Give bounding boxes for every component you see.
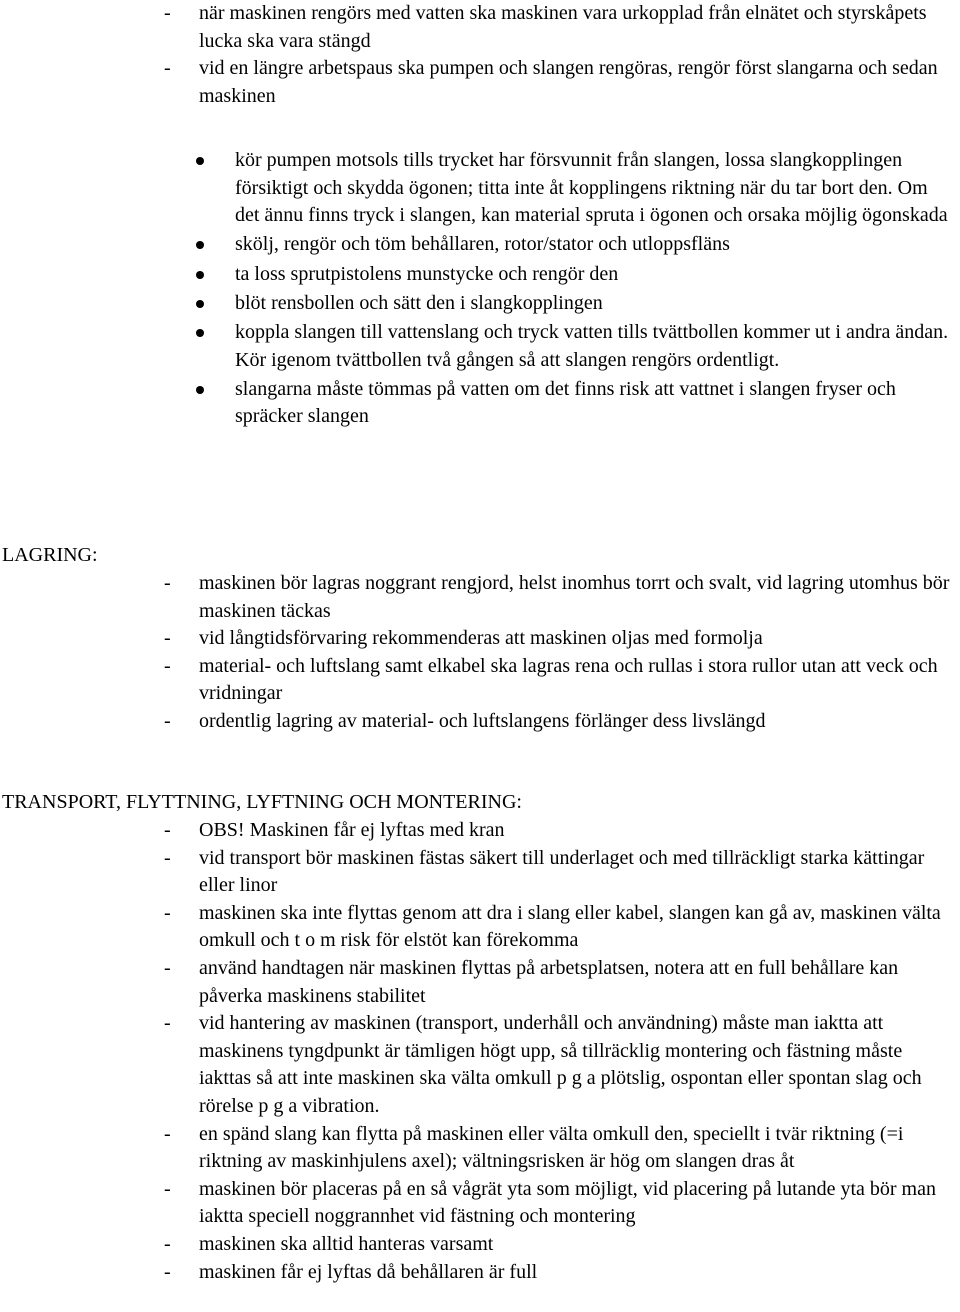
dash-marker: - <box>164 627 171 650</box>
list-item-text: blöt rensbollen och sätt den i slangkopplingen <box>235 291 603 314</box>
dash-marker: - <box>164 956 171 979</box>
bullet-icon <box>196 241 204 249</box>
list-item-text: maskinen ska alltid hanteras varsamt <box>199 1232 494 1255</box>
dash-marker: - <box>164 572 171 594</box>
list-item <box>0 1176 960 1231</box>
list-item <box>0 261 960 289</box>
list-item-text: vid en längre arbetspaus ska pumpen och slangen rengöras, rengör först slangarna och sedan maskinen <box>199 57 938 107</box>
list-item <box>0 570 960 625</box>
list-item-text: kör pumpen motsols tills trycket har försvunnit från slangen, lossa slangkopplingen försiktigt och skydda ögonen; titta inte åt kopplingens riktning när du tar bort den. Om det ännu finns tryck i slangen, kan material spruta i ögonen och orsaka möjlig ögonskada <box>235 149 948 227</box>
list-item <box>0 0 960 55</box>
list-item <box>0 376 960 431</box>
dash-marker: - <box>164 1232 171 1255</box>
list-item-text: vid hantering av maskinen (transport, underhåll och användning) måste man iaktta att maskinens tyngdpunkt är tämligen högt upp, så tillräcklig montering och fästning måste iakttas så att inte maskinen ska välta omkull p g a plötslig, ospontan eller spontan slag och rörelse p g a vibration. <box>199 1012 922 1117</box>
list-item <box>0 290 960 318</box>
list-item-text: använd handtagen när maskinen flyttas på arbetsplatsen, notera att en full behållare kan påverka maskinens stabilitet <box>199 956 899 1007</box>
dash-marker: - <box>164 709 171 732</box>
list-item-text: koppla slangen till vattenslang och tryck vatten tills tvättbollen kommer ut i andra ändan. Kör igenom tvättbollen två gången så att slangen rengörs ordentligt. <box>235 320 949 371</box>
list-item <box>0 147 960 230</box>
dash-marker: - <box>164 1012 171 1035</box>
bullet-icon <box>196 271 204 279</box>
storage-heading: LAGRING: <box>2 544 98 566</box>
list-item <box>0 708 960 736</box>
dash-marker: - <box>164 1177 171 1200</box>
list-item-text: ta loss sprutpistolens munstycke och rengör den <box>235 262 619 285</box>
list-item-text: när maskinen rengörs med vatten ska maskinen vara urkopplad från elnätet och styrskåpets lucka ska vara stängd <box>199 2 927 52</box>
list-item-text: skölj, rengör och töm behållaren, rotor/stator och utloppsfläns <box>235 233 730 256</box>
dash-marker: - <box>164 846 171 869</box>
list-item <box>0 1259 960 1287</box>
dash-marker: - <box>164 2 171 24</box>
list-item-text: vid långtidsförvaring rekommenderas att maskinen oljas med formolja <box>199 627 763 650</box>
intro-list <box>0 0 960 110</box>
dash-marker: - <box>164 654 171 677</box>
list-item-text: OBS! Maskinen får ej lyftas med kran <box>199 819 505 841</box>
dash-marker: - <box>164 1260 171 1283</box>
list-item <box>0 231 960 259</box>
dash-marker: - <box>164 901 171 924</box>
dash-marker: - <box>164 819 171 841</box>
list-item <box>0 845 960 900</box>
transport-heading: TRANSPORT, FLYTTNING, LYFTNING OCH MONTERING: <box>2 791 522 813</box>
list-item <box>0 900 960 955</box>
list-item <box>0 625 960 653</box>
bullet-icon <box>196 300 204 308</box>
list-item-text: slangarna måste tömmas på vatten om det finns risk att vattnet i slangen fryser och spräcker slangen <box>235 377 896 428</box>
list-item <box>0 817 960 845</box>
storage-list <box>0 570 960 736</box>
list-item <box>0 55 960 110</box>
transport-list <box>0 817 960 1286</box>
bullet-icon <box>196 386 204 394</box>
list-item-text: maskinen bör placeras på en så vågrät yta som möjligt, vid placering på lutande yta bör man iaktta speciell noggrannhet vid fästning och montering <box>199 1177 936 1228</box>
list-item-text: vid transport bör maskinen fästas säkert till underlaget och med tillräckligt starka kättingar eller linor <box>199 846 925 897</box>
dash-marker: - <box>164 57 171 80</box>
list-item <box>0 1121 960 1176</box>
list-item <box>0 955 960 1010</box>
list-item-text: maskinen bör lagras noggrant rengjord, helst inomhus torrt och svalt, vid lagring utomhus bör maskinen täckas <box>199 572 950 622</box>
bullet-icon <box>196 157 204 165</box>
list-item-text: maskinen får ej lyftas då behållaren är full <box>199 1260 538 1283</box>
list-item-text: ordentlig lagring av material- och luftslangens förlänger dess livslängd <box>199 709 766 732</box>
list-item <box>0 1231 960 1259</box>
list-item-text: en spänd slang kan flytta på maskinen eller välta omkull den, speciellt i tvär riktning (=i riktning av maskinhjulens axel); vältningsrisken är hög om slangen dras åt <box>199 1122 904 1173</box>
list-item <box>0 1010 960 1120</box>
list-item <box>0 319 960 374</box>
list-item <box>0 653 960 708</box>
dash-marker: - <box>164 1122 171 1145</box>
list-item-text: maskinen ska inte flyttas genom att dra i slang eller kabel, slangen kan gå av, maskinen välta omkull och t o m risk för elstöt kan förekomma <box>199 901 941 952</box>
list-item-text: material- och luftslang samt elkabel ska lagras rena och rullas i stora rullor utan att veck och vridningar <box>199 654 938 705</box>
cleaning-steps-list <box>0 147 960 433</box>
bullet-icon <box>196 329 204 337</box>
